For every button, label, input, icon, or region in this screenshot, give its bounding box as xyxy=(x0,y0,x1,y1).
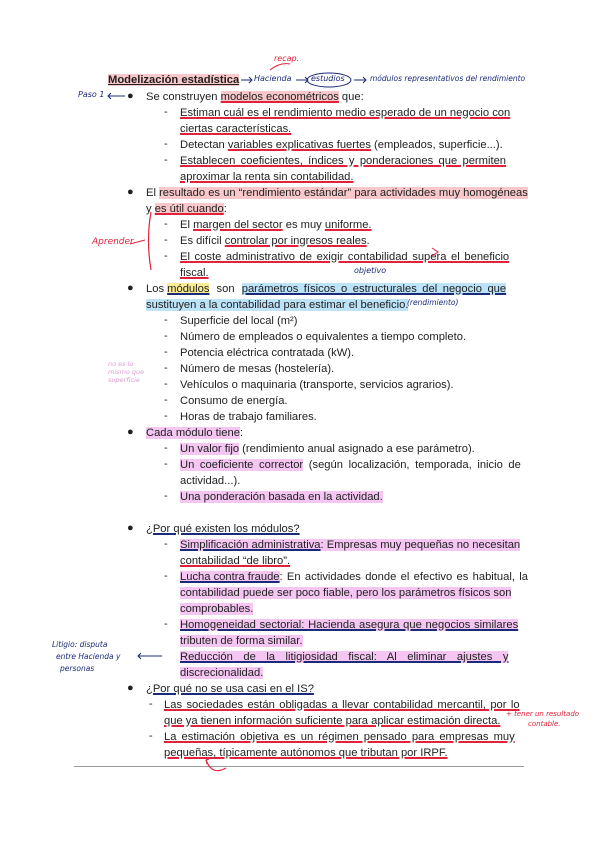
b4-item2a: Un coeficiente corrector xyxy=(180,459,304,471)
b5-item1a: Simplificación administrativa xyxy=(180,539,321,551)
b3-line2 xyxy=(146,298,408,312)
b4-label: Cada módulo tiene xyxy=(146,427,240,439)
b2-item1d: uniforme. xyxy=(324,219,372,231)
dash: - xyxy=(164,314,168,326)
module-item: Número de empleados o equivalentes a tiempo completo. xyxy=(180,331,467,343)
b2-line1 xyxy=(146,186,528,200)
dash: - xyxy=(164,618,168,630)
page-title xyxy=(108,73,239,87)
dash: - xyxy=(164,410,168,422)
b4-item2-line1 xyxy=(180,458,521,472)
b3-l1a: Los xyxy=(146,283,168,295)
b6-label: ¿Por qué no se usa casi en el IS? xyxy=(146,683,314,695)
b5-item2-line3 xyxy=(180,602,253,616)
b5-item4-line2 xyxy=(180,666,263,680)
b1-item2 xyxy=(180,138,503,152)
b6-item2b: pequeñas, típicamente autónomos que tributan por IRPF. xyxy=(164,747,448,759)
note-litigio-2: entre Hacienda y xyxy=(56,652,121,661)
b5-item2d: comprobables. xyxy=(180,603,254,615)
dash: - xyxy=(149,730,153,742)
module-item: Número de mesas (hostelería). xyxy=(180,363,335,375)
bullet-dot: ● xyxy=(127,426,134,438)
dash: - xyxy=(164,458,168,470)
bullet-dot: ● xyxy=(127,282,134,294)
note-litigio-1: Litigio: disputa xyxy=(52,640,108,649)
dash: - xyxy=(164,106,168,118)
module-item: Potencia eléctrica contratada (kW). xyxy=(180,347,355,359)
module-item: Consumo de energía. xyxy=(180,395,288,407)
b1-item3a: Establecen coeficientes, índices y ponderaciones que permiten xyxy=(180,155,507,167)
b1-item2b: variables explicativas fuertes xyxy=(227,139,371,151)
b2-item3-line1 xyxy=(180,250,526,264)
dash: - xyxy=(164,378,168,390)
b1-item3-line1 xyxy=(180,154,526,168)
b2-item1c: es muy xyxy=(282,219,325,231)
b2-line2 xyxy=(146,202,227,216)
dash: - xyxy=(164,570,168,582)
b5-item3b: tributen de forma similar. xyxy=(180,635,303,647)
b2-item3-line2 xyxy=(180,266,209,280)
b5-item2b: : En actividades donde el efectivo es habitual, la xyxy=(279,571,528,583)
b5-item3-line1 xyxy=(180,618,518,632)
note-estudios: estudios xyxy=(311,74,345,83)
b3-l1c: son xyxy=(209,283,242,295)
b5-item3a: Homogeneidad sectorial: Hacienda asegura que negocios similares xyxy=(180,619,519,631)
b6-item1-line1 xyxy=(164,698,520,712)
dash: - xyxy=(164,346,168,358)
dash: - xyxy=(164,362,168,374)
b6-item1b: que ya tienen información suficiente para aplicar estimación directa. xyxy=(164,715,501,727)
bullet-dot: ● xyxy=(127,186,134,198)
b3-l2: sustituyen a la contabilidad para estimar el beneficio. xyxy=(146,299,409,311)
b2-item3b: fiscal. xyxy=(180,267,209,279)
b1-item1-line1 xyxy=(180,106,526,120)
dash: - xyxy=(164,234,168,246)
bullet-dot: ● xyxy=(127,522,134,534)
b5-item4a: Reducción de la litigiosidad fiscal: Al eliminar ajustes y xyxy=(180,651,509,663)
b2-l1b: resultado es un “rendimiento estándar” para actividades muy homogéneas xyxy=(159,187,528,199)
dash: - xyxy=(164,218,168,230)
note-mismo: mismo que xyxy=(108,368,145,376)
b1-item3b: aproximar la renta sin contabilidad. xyxy=(180,171,354,183)
note-aprender: Aprender xyxy=(92,237,134,247)
title-text: Modelización estadística xyxy=(108,74,240,86)
b2-item1a: El xyxy=(180,219,194,231)
note-modulos-representativos: módulos representativos del rendimiento xyxy=(370,74,526,83)
b6-item2a: La estimación objetiva es un régimen pensado para empresas muy xyxy=(164,731,515,743)
b3-l1d: parámetros físicos o estructurales del negocio que xyxy=(241,283,507,295)
dash: - xyxy=(164,442,168,454)
b4-item2b: (según localización, temporada, inicio de xyxy=(303,459,521,471)
b1-highlight: modelos econométricos xyxy=(220,91,339,103)
dash: - xyxy=(164,154,168,166)
b1-item1a: Estiman cuál es el rendimiento medio esperado de un negocio con xyxy=(180,107,511,119)
b1-item3-line2 xyxy=(180,170,354,184)
b4-item1 xyxy=(180,442,475,456)
note-tener-1: + tener un resultado xyxy=(506,710,580,718)
b2-l1a: El xyxy=(146,187,160,199)
b2-item1 xyxy=(180,218,372,232)
b5-item4b: discrecionalidad. xyxy=(180,667,264,679)
b6-item2-line2 xyxy=(164,746,448,760)
b5-line xyxy=(146,522,300,536)
b1-item1-line2 xyxy=(180,122,291,136)
b6-item1-line2 xyxy=(164,714,500,728)
b5-item3-line2 xyxy=(180,634,303,648)
note-hacienda: Hacienda xyxy=(254,74,292,83)
b2-l2b: es útil cuando xyxy=(154,203,224,215)
note-superficie: superficie xyxy=(108,376,140,384)
b4-line xyxy=(146,426,243,440)
b5-item2-line1 xyxy=(180,570,528,584)
dash: - xyxy=(164,538,168,550)
b2-item1b: margen del sector xyxy=(193,219,283,231)
b3-l1b: módulos xyxy=(167,283,210,295)
b5-item2a: Lucha contra fraude xyxy=(180,571,280,583)
b2-l2c: : xyxy=(223,203,227,215)
note-litigio-3: personas xyxy=(60,664,95,673)
b4-item3: Una ponderación basada en la actividad. xyxy=(180,491,383,503)
b4-item2-line2: actividad...). xyxy=(180,475,241,487)
b5-item2c: contabilidad puede ser poco fiable, pero los parámetros físicos son xyxy=(180,587,512,599)
bullet-modelos xyxy=(146,90,364,104)
b2-item2b: controlar por ingresos reales xyxy=(224,235,367,247)
b4-item1a: Un valor fijo xyxy=(180,443,240,455)
b2-item3a: El coste administrativo de exigir contabilidad supera el beneficio xyxy=(180,251,510,263)
note-paso1: Paso 1 xyxy=(78,90,105,99)
bullet-dot: ● xyxy=(127,682,134,694)
b5-label: ¿Por qué existen los módulos? xyxy=(146,523,300,535)
b5-item1b: : Empresas muy pequeñas no necesitan xyxy=(320,539,521,551)
module-item: Horas de trabajo familiares. xyxy=(180,411,317,423)
bullet-dot: ● xyxy=(127,90,134,102)
b4-colon: : xyxy=(239,427,244,439)
note-objetivo: objetivo xyxy=(354,266,387,275)
b1-post: que: xyxy=(338,91,364,103)
b6-item2-line1 xyxy=(164,730,515,744)
b1-item1b: ciertas características. xyxy=(180,123,292,135)
b1-item2a: Detectan xyxy=(180,139,228,151)
b5-item1-line1 xyxy=(180,538,520,552)
b4-item1b: (rendimiento anual asignado a ese parámetro). xyxy=(239,443,475,455)
b2-item2 xyxy=(180,234,370,248)
note-rendimiento: (rendimiento) xyxy=(407,298,459,307)
b6-line xyxy=(146,682,314,696)
b2-item2a: Es difícil xyxy=(180,235,225,247)
b2-l2a: y xyxy=(146,203,155,215)
b3-line1 xyxy=(146,282,506,296)
dash: - xyxy=(164,490,168,502)
note-tener-2: contable. xyxy=(528,720,561,728)
module-item: Superficie del local (m²) xyxy=(180,315,298,327)
dash: - xyxy=(164,394,168,406)
b2-item2c: . xyxy=(366,235,370,247)
b6-item1a: Las sociedades están obligadas a llevar contabilidad mercantil, por lo xyxy=(164,699,520,711)
b5-item1c: contabilidad “de libro”. xyxy=(180,555,291,567)
note-recap: recap. xyxy=(274,54,300,63)
dash: - xyxy=(164,330,168,342)
b4-item3 xyxy=(180,490,383,504)
b1-item2c: (empleados, superficie...). xyxy=(370,139,503,151)
b1-pre: Se construyen xyxy=(146,91,221,103)
dash: - xyxy=(164,138,168,150)
note-no-es-lo: no es lo xyxy=(108,360,134,368)
dash: - xyxy=(164,250,168,262)
dash: - xyxy=(149,698,153,710)
module-item: Vehículos o maquinaria (transporte, servicios agrarios). xyxy=(180,379,454,391)
b5-item1-line2 xyxy=(180,554,290,568)
page-divider xyxy=(74,766,524,767)
b5-item4-line1 xyxy=(180,650,508,664)
b5-item2-line2 xyxy=(180,586,511,600)
